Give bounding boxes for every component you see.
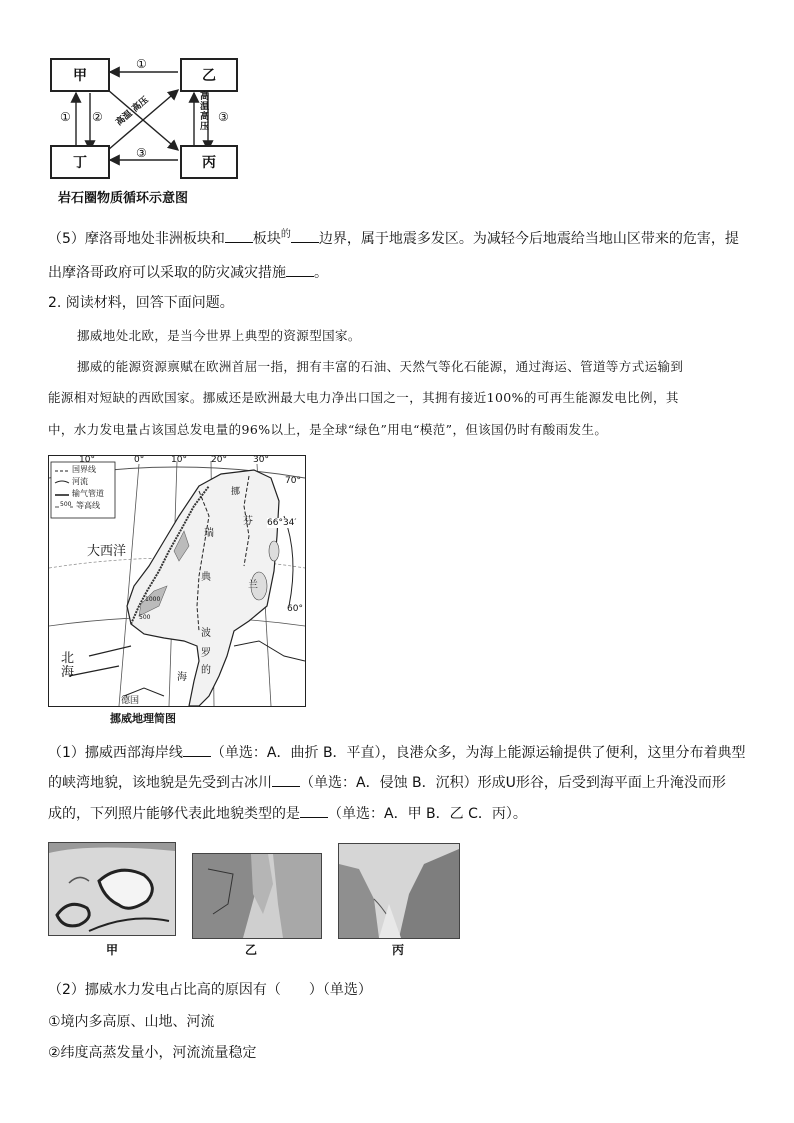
q1-text-3a: 成的，下列照片能够代表此地貌类型的是 [48,806,300,822]
legend-border: 国界线 [72,465,96,474]
label-finland-2: 兰 [248,580,258,591]
q1-line-1 [48,742,746,763]
contour-500: 500 [139,614,151,621]
rock-box-yi: 乙 [180,58,238,92]
q5-text-d: 出摩洛哥政府可以采取的防灾减灾措施 [48,265,286,281]
label-baltic-3: 的 [201,665,211,676]
legend-contour-sample: 500 [60,501,72,508]
arrow-label-left-2: ② [92,110,103,124]
label-norway: 挪 [231,487,241,497]
label-germany: 德国 [121,696,140,706]
label-baltic-1: 波 [201,628,211,639]
material-p2-line-3: 中，水力发电量占该国总发电量的96%以上，是全球“绿色”用电“模范”，但该国仍时有酸雨发生。 [48,422,608,437]
label-finland-1: 芬 [243,516,253,527]
material-p1: 挪威地处北欧，是当今世界上典型的资源型国家。 [77,328,361,343]
q1-blank-3 [300,803,328,818]
q5-text-b: 板块 [252,231,281,247]
diag-label: 高温 高压 [114,95,151,129]
contour-1000: 1000 [145,596,161,603]
q1-text-2b: （单选：A．侵蚀 B．沉积）形成U形谷，后受到海平面上升淹没而形 [300,775,726,791]
lon-label-1: 10° [79,455,95,465]
q1-text-2a: 的峡湾地貌，该地貌是先受到古冰川 [48,775,272,791]
label-atlantic: 大西洋 [87,544,127,559]
norway-map [48,455,306,707]
photo-bing [338,843,460,939]
q5-line-1 [48,228,739,251]
label-baltic-4: 海 [177,672,187,683]
rock-box-ding: 丁 [50,145,110,179]
material-p2-line-1: 挪威的能源资源禀赋在欧洲首屈一指，拥有丰富的石油、天然气等化石能源，通过海运、管道等方式运输到 [77,359,684,374]
rock-cycle-caption: 岩石圈物质循环示意图 [58,191,189,206]
q2-question: （2）挪威水力发电占比高的原因有（ ）（单选） [48,982,372,998]
photo-yi [192,853,322,939]
q1-blank-1 [183,742,211,757]
arrow-label-top: ① [136,57,147,71]
label-sweden-2: 典 [201,572,211,583]
rock-box-jia: 甲 [50,58,110,92]
q5-blank-2 [291,228,319,243]
q5-blank-3 [286,262,314,277]
arrow-label-bottom: ③ [136,146,147,160]
lon-label-2: 0° [134,455,145,465]
q5-line-2 [48,262,328,283]
q5-blank-1 [225,228,253,243]
label-north-sea: 北海 [61,651,75,680]
photo-caption-jia: 甲 [106,943,119,957]
q2-option-1: ①境内多高原、山地、河流 [48,1014,215,1030]
q5-sup: 的 [280,229,291,240]
q2-header: 2. 阅读材料，回答下面问题。 [48,295,234,311]
photo-jia-drawing [49,843,175,935]
map-caption: 挪威地理简图 [110,712,176,725]
photo-yi-drawing [193,854,321,938]
lon-label-4: 20° [211,455,227,465]
arrow-label-right: ③ [218,110,229,124]
photo-caption-yi: 乙 [245,943,258,957]
q1-line-3 [48,803,527,824]
q1-blank-2 [272,772,300,787]
vert-label: 高温高压 [200,92,210,132]
q5-text-c: 边界，属于地震多发区。为减轻今后地震给当地山区带来的危害，提 [318,231,739,247]
lat-label-arctic: 66°34′ [267,518,297,528]
label-sweden-1: 瑞 [204,528,214,539]
legend-contour: 等高线 [76,501,100,510]
q5-text-e: 。 [314,265,328,281]
rock-box-bing: 丙 [180,145,238,179]
photo-jia [48,842,176,936]
lat-label-60: 60° [287,604,303,614]
legend-pipeline: 输气管道 [72,489,104,498]
q1-line-2 [48,772,726,793]
q1-text-3b: （单选：A．甲 B．乙 C．丙）。 [328,806,527,822]
lon-label-3: 10° [171,455,187,465]
q1-text-1a: （1）挪威西部海岸线 [48,745,183,761]
material-p2-line-2: 能源相对短缺的西欧国家。挪威还是欧洲最大电力净出口国之一，其拥有接近100%的可再生能源发电比例，其 [48,390,679,405]
q2-option-2: ②纬度高蒸发量小，河流流量稳定 [48,1045,257,1061]
q5-text-a: （5）摩洛哥地处非洲板块和 [48,231,225,247]
photo-bing-drawing [339,844,459,938]
lat-label-70: 70° [285,476,301,486]
legend-river: 河流 [72,477,88,486]
q1-text-1b: （单选：A．曲折 B．平直），良港众多，为海上能源运输提供了便利，这里分布着典型 [210,745,746,761]
lon-label-5: 30° [253,455,269,465]
label-baltic-2: 罗 [201,648,211,659]
arrow-label-left-1: ① [60,110,71,124]
photo-caption-bing: 丙 [392,943,405,957]
